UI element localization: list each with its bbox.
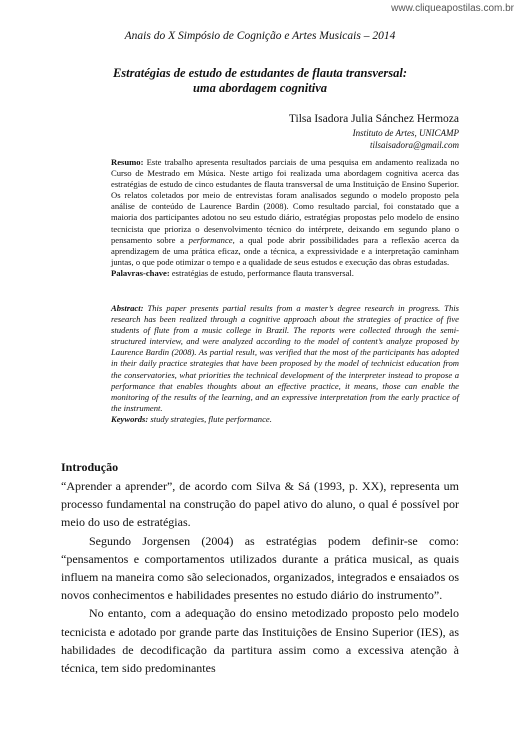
abstract-keywords-text: study strategies, flute performance. <box>148 413 272 424</box>
resumo-text-a: Este trabalho apresenta resultados parciais de uma pesquisa em andamento realizada no Curso de Mestrado em Música. Neste artigo foi realizada uma abordagem cognitiva acerca das estratégias de estudo de cinco estudantes de flauta transversal de uma Instituição de Ensino Superior. Os relatos coletados por meio de entrevistas foram analisados segundo o modelo proposto pela análise de conteúdo de Laurence Bardin (2008). Como resultado parcial, foi constatado que a maioria dos participantes adotou no seu estudo diário, estratégias propostas pelo modelo de ensino tecnicista que prioriza o desenvolvimento técnico do intérprete, deixando em segundo plano o pensamento sobre a <box>111 157 459 245</box>
resumo-text-em: performance <box>188 234 233 245</box>
intro-paragraph-1: “Aprender a aprender”, de acordo com Silva & Sá (1993, p. XX), representa um processo fundamental na construção do papel ativo do aluno, o qual é possível por meio do uso de estratégias. <box>61 479 459 530</box>
intro-body <box>61 477 459 677</box>
resumo-block <box>111 157 459 279</box>
resumo-keywords-label: Palavras-chave: <box>111 267 170 278</box>
abstract-keywords-label: Keywords: <box>111 413 149 424</box>
intro-paragraph-2: Segundo Jorgensen (2004) as estratégias podem definir-se como: “pensamentos e comportamentos utilizados durante a prática musical, as quais influem na maneira como são selecionados, organizados, integrados e ensaiados os novos conhecimentos e habilidades presentes no estudo diário do instrumento”. <box>61 533 459 603</box>
author-name: Tilsa Isadora Julia Sánchez Hermoza <box>288 113 459 125</box>
site-watermark: www.cliqueapostilas.com.br <box>391 3 514 14</box>
running-head: Anais do X Simpósio de Cognição e Artes Musicais – 2014 <box>124 30 396 42</box>
title-line-2: uma abordagem cognitiva <box>192 81 328 95</box>
resumo-keywords-text: estratégias de estudo, performance flauta transversal. <box>169 267 354 278</box>
abstract-block <box>111 303 459 425</box>
abstract-label: Abstract: <box>111 303 144 313</box>
section-heading-introducao: Introdução <box>61 460 119 474</box>
intro-paragraph-3: No entanto, com a adequação do ensino metodizado proposto pelo modelo tecnicista e adotado por grande parte das Instituições de Ensino Superior (IES), as habilidades de decodificação da partitura assim como a excessiva atenção à técnica, tem sido predominantes <box>61 606 459 676</box>
abstract-paragraph <box>111 303 459 414</box>
author-institution: Instituto de Artes, UNICAMP <box>352 128 459 138</box>
resumo-label: Resumo: <box>111 157 144 167</box>
author-email: tilsaisadora@gmail.com <box>369 140 459 150</box>
paper-title <box>60 66 460 96</box>
title-line-1: Estratégias de estudo de estudantes de flauta transversal: <box>112 66 408 80</box>
resumo-paragraph <box>111 157 459 268</box>
abstract-text: This paper presents partial results from a master’s degree research in progress. This research has been realized through a cognitive approach about the strategies of practice of five students of flute from a music college in Brazil. The reports were collected through the semi-structured interview, and were analyzed according to the model of content’s analyze proposed by Laurence Bardin (2008). As partial result, was verified that the most of the participants has adopted in their daily practice strategies that have been proposed by the model of technicist education from the conservatories, what priorities the technical development of the interpreter instead to propose a performance that enables thoughts about an effective practice, it means, those can enable the monitoring of the results of the learning, and an expressive interpretation from the early practice of the instrument. <box>111 303 459 413</box>
resumo-text-b: , a qual pode abrir possibilidades para a reflexão acerca da aprendizagem de uma prática eficaz, onde a técnica, a expressividade e a interpretação caminham juntas, o que pode otimizar o tempo e a qualidade de seus estudos e execução das obras estudadas. <box>111 234 459 267</box>
resumo-keywords <box>111 268 459 279</box>
author-block <box>289 112 459 151</box>
abstract-keywords <box>111 414 459 425</box>
